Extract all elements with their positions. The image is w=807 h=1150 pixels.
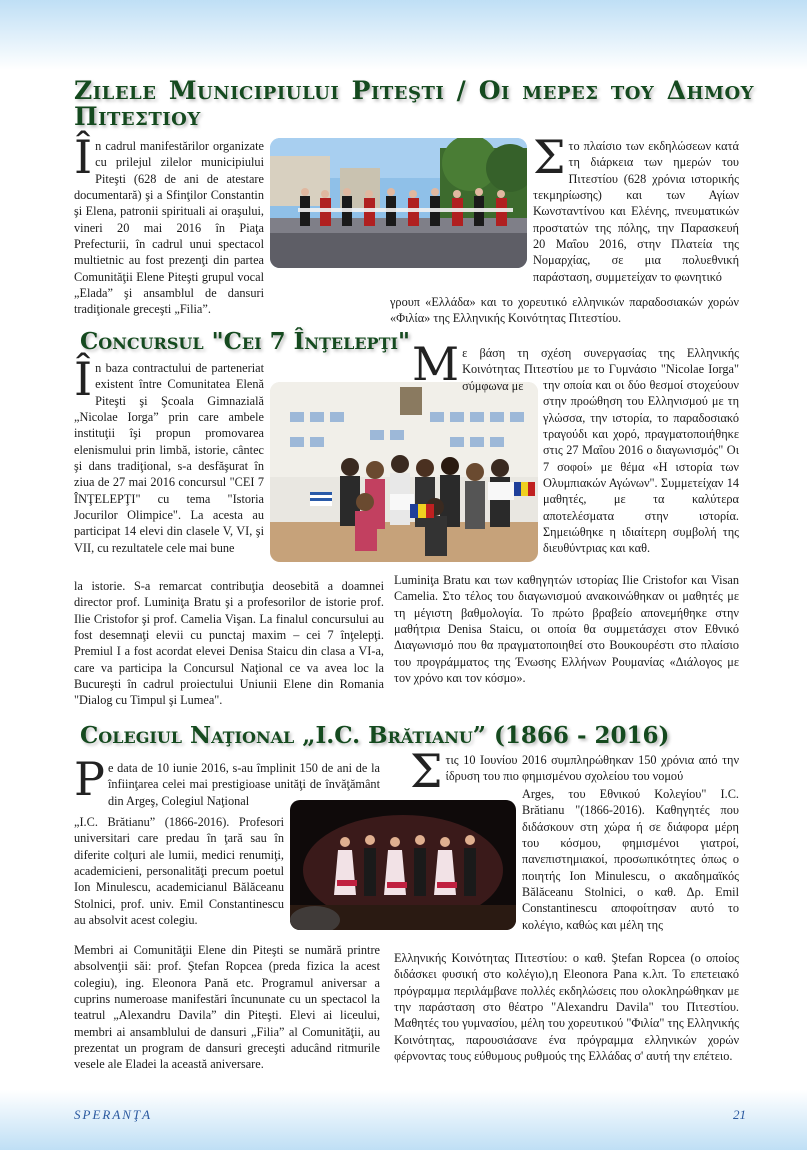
page-number: 21: [733, 1107, 746, 1122]
magazine-name: SPERANŢA: [74, 1107, 153, 1122]
section3-gr-text-intro: [410, 744, 739, 798]
section3-gr-body-mid: Arges, του Εθνικού Κολεγίου" I.C. Brătianu "(1866-2016). Καθηγητές που διδάσκουν στη χώρα ή σε διάφορα μέρη του κόσμου, φημισμένοι γιατροί, πανεπιστημιακοί, προσωπικότητες όπως ο ποιητής Ion Minulescu, ο ακαδημαϊκός Bălăceanu Stolnici, ο καθ. Δρ. Emil Constantinescu αποφοίτησαν αυτό το κολέγιο, καθώς και μέλη της: [522, 787, 739, 932]
photo-theatre-dancers: [290, 800, 516, 930]
section3-gr-text-bottom: [394, 950, 739, 1064]
section1-ro-dropcap: Î: [74, 130, 93, 184]
section3-ro-text-mid: [74, 814, 284, 928]
section1-ro-text: [74, 130, 264, 318]
section3-ro-dropcap: P: [74, 752, 105, 806]
section3-gr-dropcap: Σ: [410, 744, 443, 798]
section3-ro-text-bottom: [74, 942, 380, 1073]
section2-gr-body-bottom: Luminiţa Bratu και των καθηγητών ιστορίας Ilie Cristofor και Visan Camelia. Στο τέλος του διαγωνισμού ανακοινώθηκαν οι μαθητές με τη μέγιστη βαθμολογία. Το πρώτο βραβείο απονεμήθηκε στην μαθήτρια Denisa Staicu, οι οποία θα συμμετάσχει στον Εθνικό Διαγωνισμό που θα πραγματοποιηθεί στο Βουκουρέστι στο πλαίσιο του προγράμματος της Ένωσης Ελλήνων Ρουμανίας «Διάλογος με τον χρόνο και τον κόσμο».: [394, 573, 739, 686]
section1-gr-text-bottom: [390, 294, 739, 327]
section2-title: Concursul "Cei 7 Înţelepţi": [80, 328, 410, 355]
section2-ro-body-bottom: la istorie. S-a remarcat contribuţia deosebită a doamnei director prof. Luminiţa Bratu şi a profesorilor de istorie prof. Ilie Cristofor şi prof. Camelia Vişan. La finalul concursului au fost desemnaţi elevii cu punctaj maxim – cei 7 înţelepţi. Premiul I a fost acordat elevei Denisa Staicu din clasa a VI-a, care va participa la Concursul Naţional ce va avea loc la Bucureşti în cadrul proiectului Uniunii Elene din Romania "Dialog cu Timpul şi Lumea".: [74, 579, 384, 708]
section2-gr-text-mid: [543, 377, 739, 557]
section3-title: Colegiul Naţional „I.C. Brătianu” (1866 - 2016): [80, 722, 670, 749]
section3-ro-body-intro: e data de 10 iunie 2016, s-au împlinit 150 de ani de la înfiinţarea celei mai prestigioase unităţi de învăţământ din Argeş, Colegiul Naţional: [107, 761, 380, 808]
photo-folk-dancers-square: [270, 138, 527, 268]
section3-ro-body-mid: „I.C. Brătianu” (1866-2016). Profesori universitari care predau în ţară sau în diferite colţuri ale lumii, medici renumiţi, academicieni, personalităţi precum poetul Ion Minulescu, academicianul Bălăceanu Stolnici, prof. univ. Emil Constantinescu au absolvit acest colegiu.: [74, 815, 284, 928]
section2-gr-dropcap: Μ: [412, 337, 460, 391]
section3-gr-body-bottom: Ελληνικής Κοινότητας Πιτεστίου: ο καθ. Ştefan Ropcea (ο οποίος διδάσκει φυσική στο κολέγιο),η Eleonora Pana κ.λπ. Το επετειακό πρόγραμμα περιλάμβανε πολλές εκδηλώσεις που ολοκληρώθηκαν με την παράσταση στο θέατρο "Alexandru Davila" του Πιτεστίου. Μαθητές του γυμνασίου, μέλη του χορευτικού "Φιλία" της Ελληνικής Κοινότητας, παρουσιάσανε ένα πρόγραμμα ελληνικών χορών φέρνοντας τους εύθυμους ρυθμούς της Ελλάδας σ' αυτή την επέτειο.: [394, 951, 739, 1064]
section2-ro-text-bottom: [74, 578, 384, 709]
section3-gr-body-intro: τις 10 Ιουνίου 2016 συμπληρώθηκαν 150 χρόνια από την ίδρυση του πιο φημισμένου σχολείου του νομού: [445, 753, 739, 784]
section1-gr-body-top: το πλαίσιο των εκδηλώσεων κατά τη διάρκεια των ημερών του Πιτεστίου (628 χρόνια ιστορικής τεκμηρίωσης) και των Αγίων Κωνσταντίνου και Ελένης, πνευματικών προστατών της πόλης, την Παρασκευή 20 Μαΐου 2016, στην Πλατεία της Νομαρχίας, σε μια πολυεθνική παράσταση, συμμετείχαν το φωνητικό: [533, 139, 739, 284]
section2-ro-dropcap: Î: [74, 352, 93, 406]
section1-title: Zilele Municipiului Piteşti / Οι μερες του Δημου Πιτεστιου: [74, 76, 754, 132]
section2-gr-body-intro: ε βάση τη σχέση συνεργασίας της Ελληνικής Κοινότητας Πιτεστίου με το Γυμνάσιο "Nicolae Iorga" σύμφωνα με: [462, 346, 739, 393]
section2-gr-text-bottom: [394, 572, 739, 686]
section2-ro-body-top: n baza contractului de parteneriat existent între Comunitatea Elenă Piteşti şi Şcoala Gimnazială „Nicolae Iorga” prin care ambele instituţii îşi propun promovarea elenismului prin limbă, istorie, cântec şi dans tradiţional, s-a desfăşurat în ziua de 27 mai 2016 concursul "CEI 7 ÎNŢELEPŢI" cu tema "Istoria Jocurilor Olimpice". La acesta au participat 14 elevi din clasele V, VI, şi VII, cu rezultatele cele mai bune: [74, 361, 264, 555]
section1-gr-text-top: [533, 130, 739, 285]
section2-gr-body-mid: την οποία και οι δύο θεσμοί στοχεύουν στην προώθηση του Ελληνισμού με τη γλώσσα, την ιστορία, το παραδοσιακό τραγούδι και χορό, πραγματοποιήθηκε στις 27 Μαΐου 2016 ο διαγωνισμός" Οι 7 σοφοί» με θέμα «Η ιστορία των Ολυμπιακών Αγώνων". Συμμετείχαν 14 μαθητές, με τα καλύτερα αποτελέσματα στην ιστορία. Σημειώθηκε η ιδιαίτερη συμβολή της διευθύντριας και καθ.: [543, 378, 739, 556]
section1-ro-body: n cadrul manifestărilor organizate cu prilejul zilelor municipiului Piteşti (628 de ani de atestare documentară) şi a Sfinţilor Constantin şi Elena, patronii spirituali ai oraşului, vineri 20 mai 2016 în Piaţa Prefecturii, în cadrul unui spectacol multietnic au fost prezenţi din partea Comunităţii Elene Piteşti grupul vocal „Elada” şi ansamblul de dansuri tradiţionale greceşti „Filia”.: [74, 139, 264, 317]
section3-gr-text-mid: [522, 786, 739, 933]
section1-gr-dropcap: Σ: [533, 130, 566, 184]
photo-contest-students: [270, 382, 538, 562]
section3-ro-body-bottom: Membri ai Comunităţii Elene din Piteşti se numără printre absolvenţii săi: prof. Ştefan Ropcea (preda fizica la acest colegiu), ing. Eleonora Pană etc. Programul aniversar a cuprins numeroase manifestări încununate cu un spectacol la teatrul „Alexandru Davila” din Piteşti. Elevi ai liceului, membri ai ansamblului de dansuri „Filia” al Comunităţii, au prezentat un program de dansuri greceşti aducând ritmurile vesele ale Eladei la această aniversare.: [74, 943, 380, 1072]
section2-ro-text-top: [74, 352, 264, 556]
page-header-band: [0, 0, 807, 70]
section1-gr-body-bottom: γρουπ «Ελλάδα» και το χορευτικό ελληνικών παραδοσιακών χορών «Φιλία» της Ελληνικής Κοινότητας Πιτεστίου.: [390, 295, 739, 326]
